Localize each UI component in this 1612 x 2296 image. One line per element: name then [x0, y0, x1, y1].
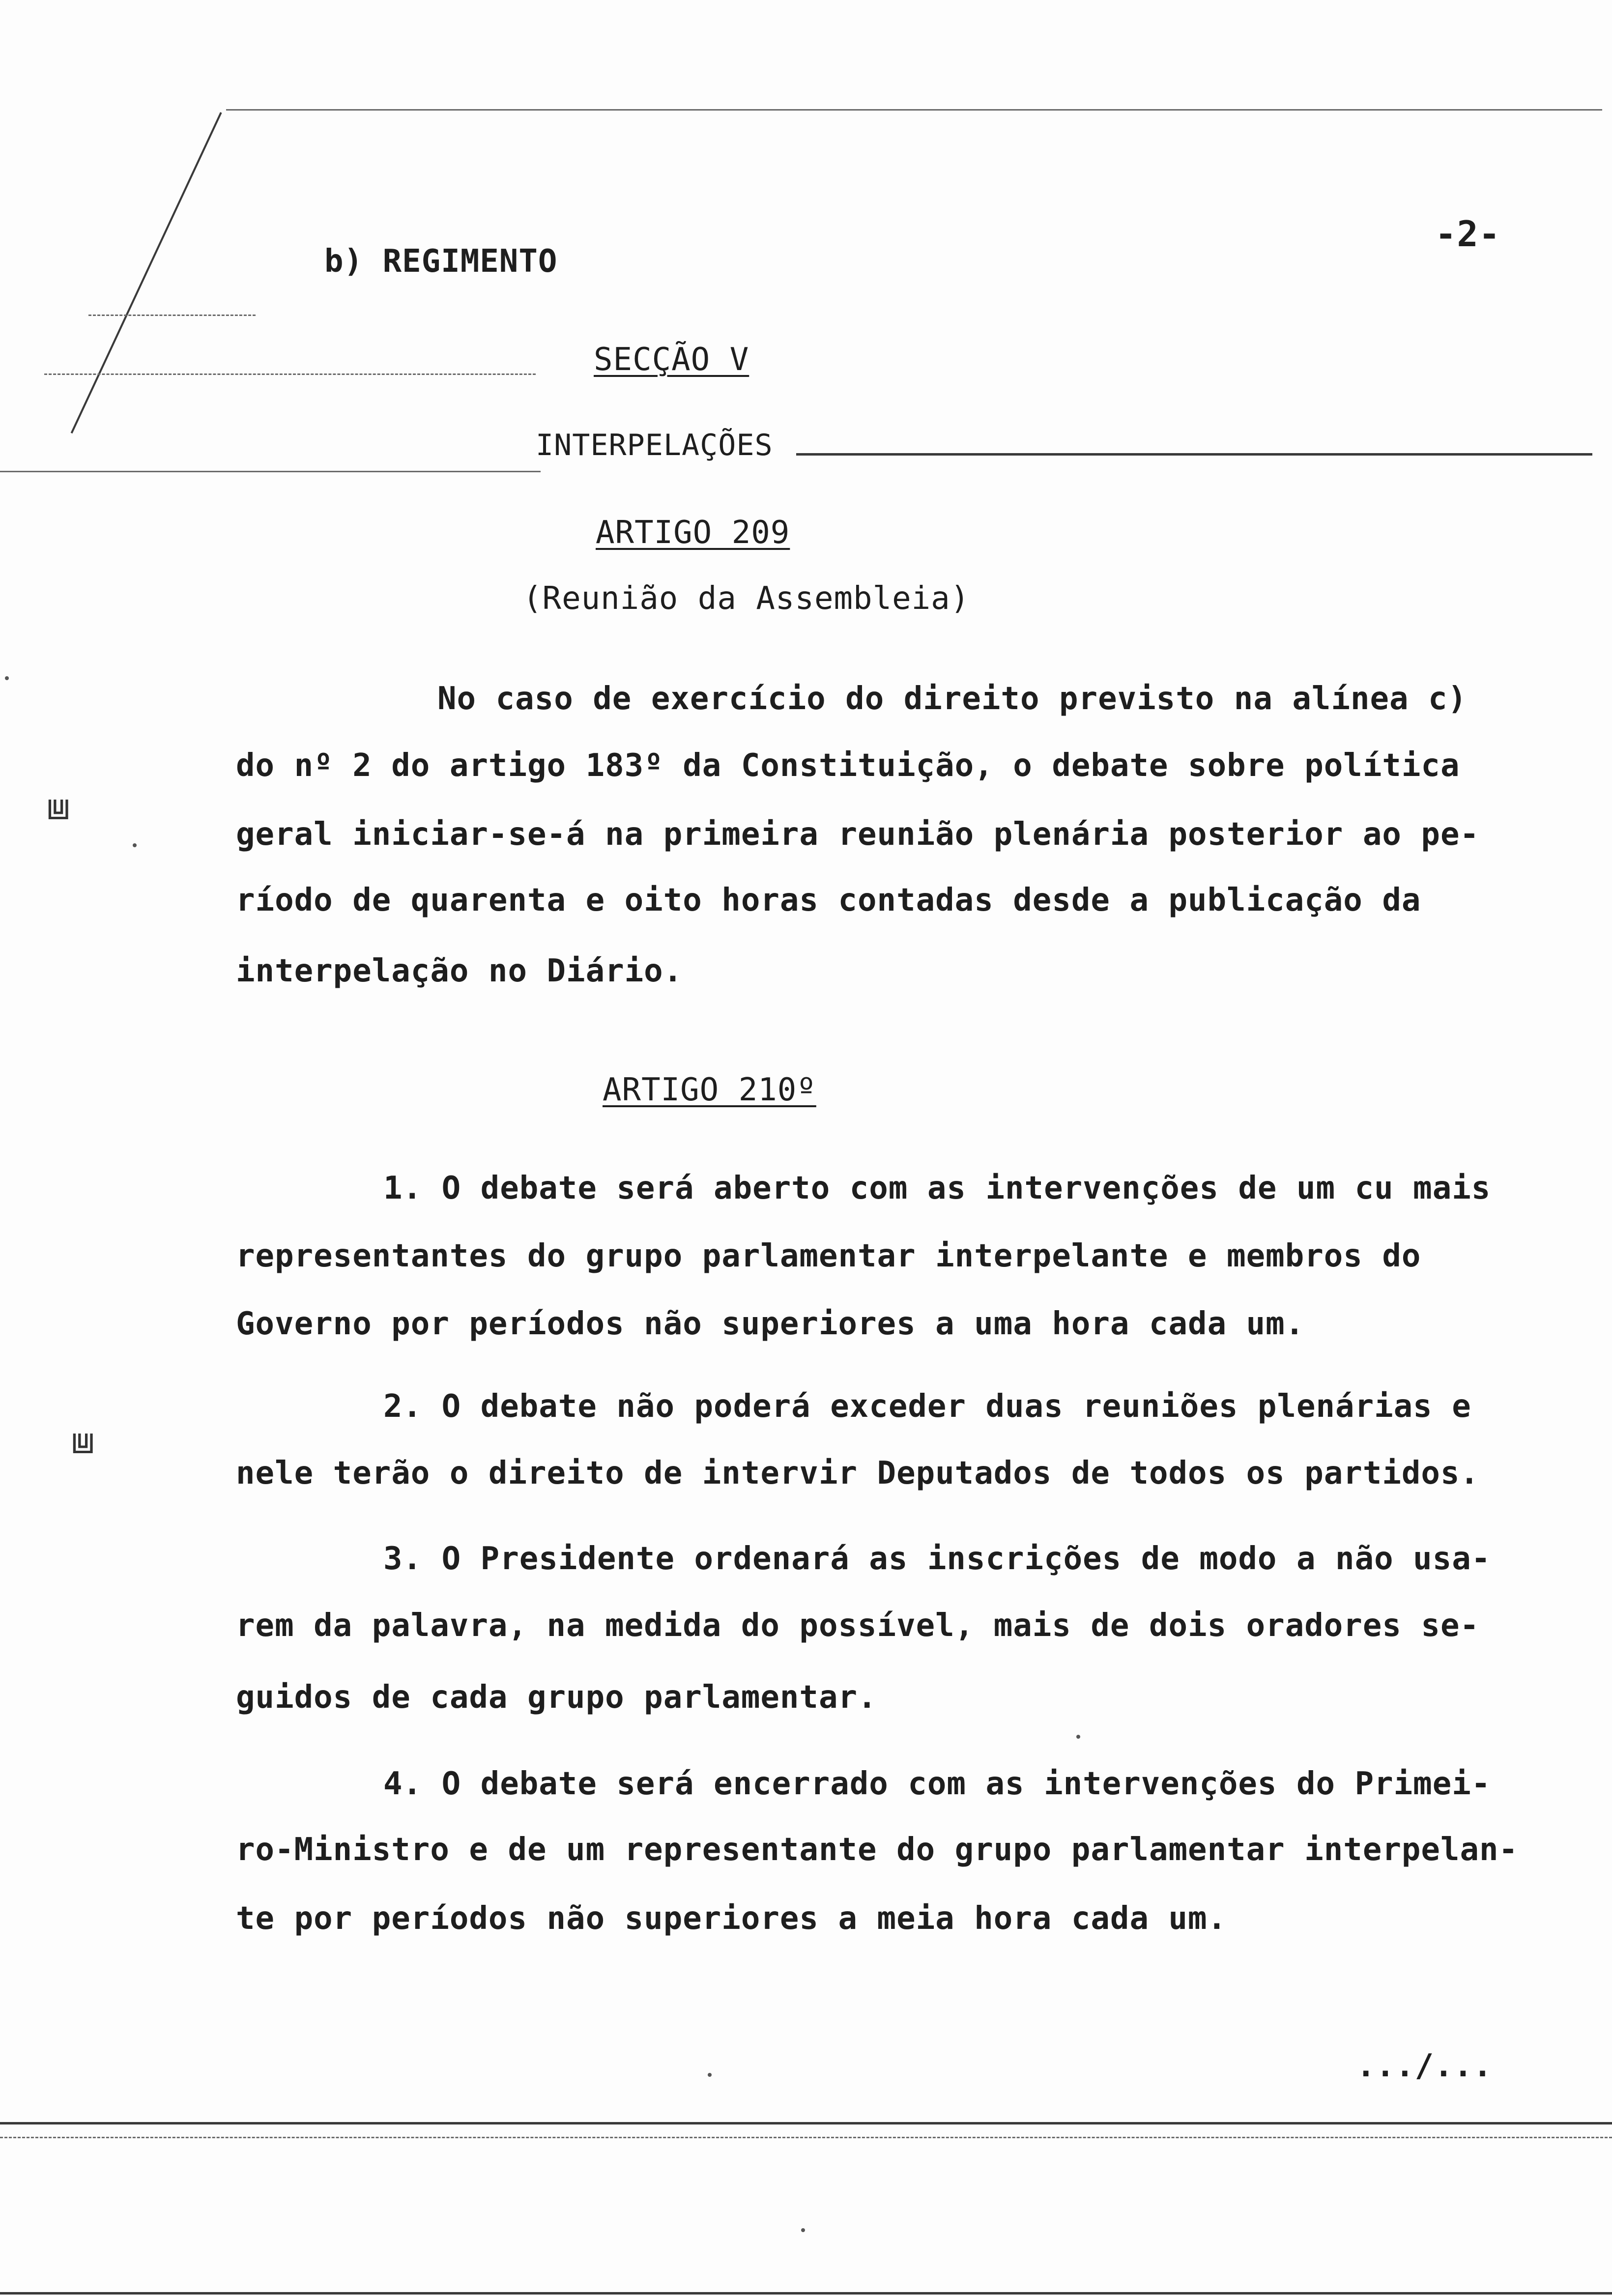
- scan-speck: [1076, 1735, 1080, 1739]
- scan-speck: [133, 843, 137, 847]
- scan-speck: [708, 2073, 712, 2077]
- article-210-item-1-line-3: Governo por períodos não superiores a uma hora cada um.: [236, 1306, 1305, 1342]
- scan-border-mid-left: [0, 471, 541, 472]
- article-210-item-3-line-3: guidos de cada grupo parlamentar.: [236, 1679, 877, 1716]
- scan-border-bottom-2: [0, 2137, 1612, 2138]
- punch-hole-mark-2: ⩏: [72, 1417, 94, 1463]
- scan-border-bottom: [0, 2122, 1612, 2124]
- scan-speck: [5, 676, 9, 680]
- article-210-item-4-line-2: ro-Ministro e de um representante do grupo parlamentar interpelan-: [236, 1832, 1519, 1868]
- article-210-item-3-line-2: rem da palavra, na medida do possível, mais de dois oradores se-: [236, 1607, 1479, 1644]
- article-210-item-1-line-2: representantes do grupo parlamentar interpelante e membros do: [236, 1238, 1421, 1274]
- page-number: -2-: [1435, 213, 1501, 255]
- scan-border-footer: [0, 2292, 1612, 2295]
- section-header: b) REGIMENTO: [324, 243, 558, 280]
- article-210-heading: ARTIGO 210º: [603, 1072, 816, 1108]
- article-209-line-4: ríodo de quarenta e oito horas contadas desde a publicação da: [236, 882, 1421, 918]
- article-209-line-3: geral iniciar-se-á na primeira reunião plenária posterior ao pe-: [236, 816, 1479, 853]
- article-210-item-2-line-1: 2. O debate não poderá exceder duas reuniões plenárias e: [383, 1388, 1471, 1425]
- article-209-line-2: do nº 2 do artigo 183º da Constituição, o debate sobre política: [236, 747, 1460, 784]
- scan-dash-1: [88, 315, 256, 316]
- article-209-line-5: interpelação no Diário.: [236, 953, 683, 989]
- scan-dash-2: [44, 373, 536, 375]
- punch-hole-mark-1: ⩏: [47, 783, 70, 829]
- continuation-marker: .../...: [1356, 2048, 1493, 2084]
- section-subtitle: INTERPELAÇÕES: [536, 428, 773, 462]
- article-210-item-4-line-3: te por períodos não superiores a meia hora cada um.: [236, 1900, 1227, 1937]
- article-210-item-1-line-1: 1. O debate será aberto com as intervenções de um cu mais: [383, 1170, 1491, 1206]
- article-210-item-4-line-1: 4. O debate será encerrado com as intervenções do Primei-: [383, 1766, 1491, 1802]
- scan-diagonal-top: [71, 112, 222, 433]
- article-210-item-3-line-1: 3. O Presidente ordenará as inscrições de modo a não usa-: [383, 1541, 1491, 1577]
- article-209-subheading: (Reunião da Assembleia): [523, 580, 970, 617]
- section-title: SECÇÃO V: [594, 342, 749, 378]
- article-209-line-1: No caso de exercício do direito previsto na alínea c): [437, 681, 1468, 717]
- scan-border-mid: [796, 453, 1592, 456]
- article-209-heading: ARTIGO 209: [596, 515, 790, 551]
- scan-speck: [801, 2228, 805, 2232]
- scan-border-top: [226, 109, 1602, 111]
- article-210-item-2-line-2: nele terão o direito de intervir Deputados de todos os partidos.: [236, 1455, 1479, 1492]
